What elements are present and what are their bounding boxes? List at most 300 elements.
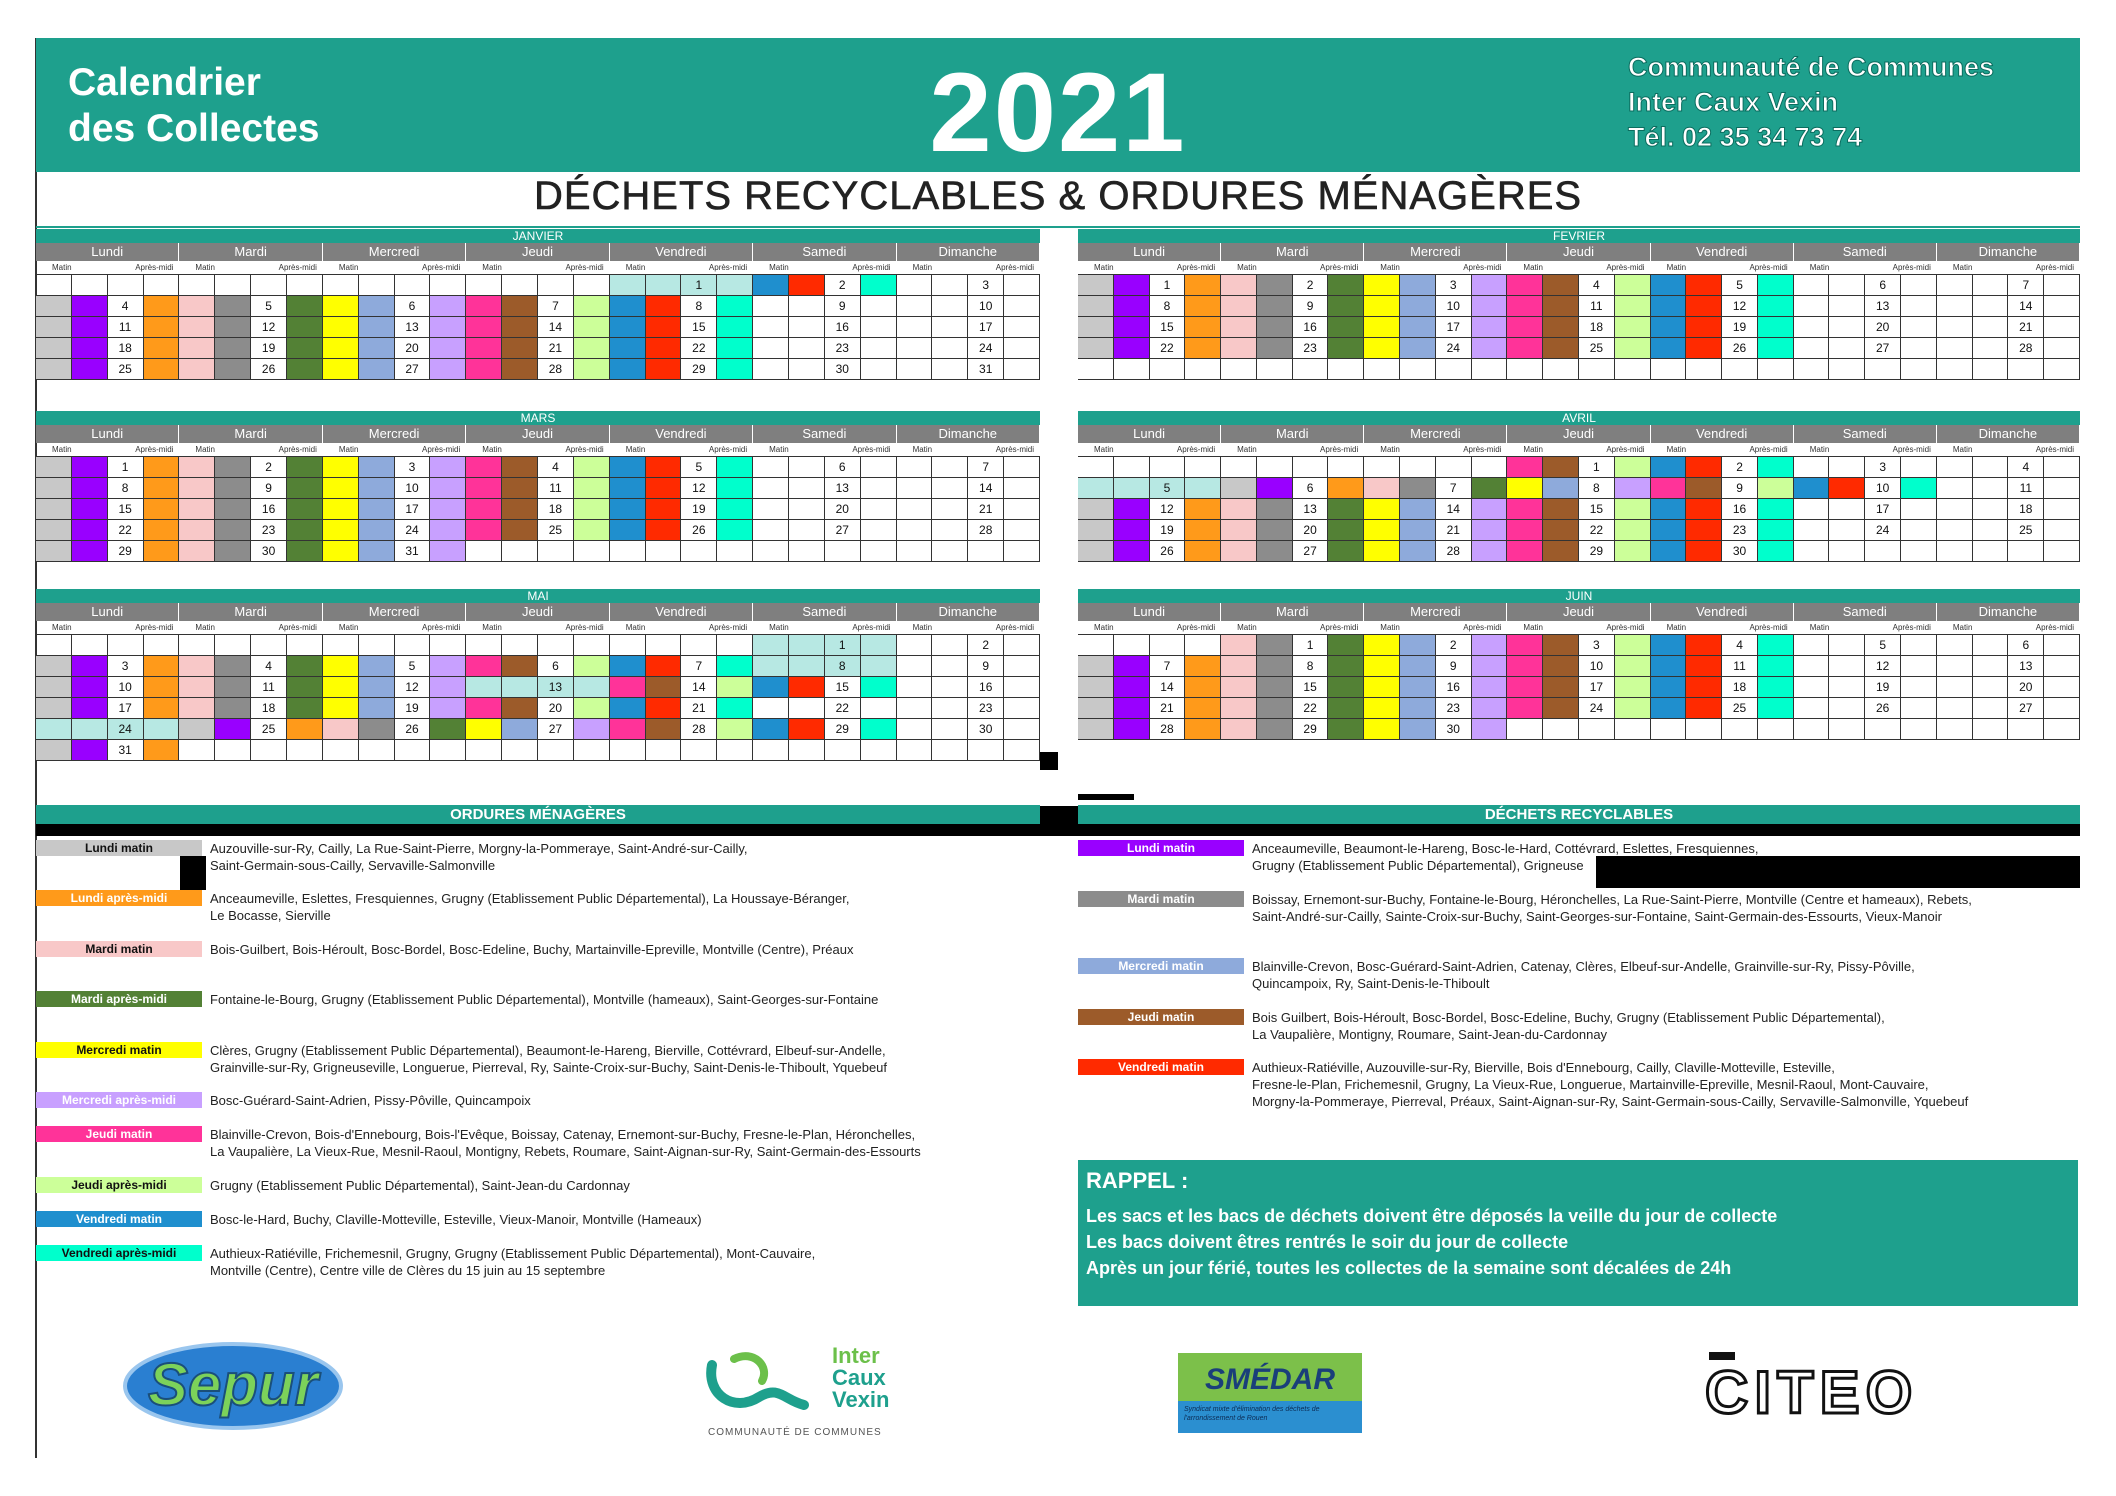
sepur-logo	[122, 1340, 344, 1432]
ordures-matin-slot	[179, 499, 215, 520]
ordures-matin-slot	[1507, 635, 1543, 656]
ordures-apres-midi-slot	[861, 520, 897, 541]
ordures-matin-slot	[897, 541, 933, 562]
recyclables-slot	[932, 698, 968, 719]
apres-midi-label: Après-midi	[422, 445, 461, 454]
recyclables-slot	[1973, 541, 2009, 562]
recyclables-slot	[1400, 719, 1436, 740]
ordures-apres-midi-slot	[1472, 719, 1508, 740]
ordures-matin-slot	[1078, 656, 1114, 677]
apres-midi-label: Après-midi	[422, 263, 461, 272]
day-number: 27	[395, 359, 431, 380]
recyclables-slot	[72, 520, 108, 541]
ordures-apres-midi-slot	[1328, 541, 1364, 562]
ordures-apres-midi-slot	[2044, 719, 2080, 740]
day-number: 29	[681, 359, 717, 380]
day-number	[538, 635, 574, 656]
day-number: 26	[1150, 541, 1186, 562]
recyclables-slot	[215, 359, 251, 380]
ordures-apres-midi-slot	[1758, 499, 1794, 520]
day-number: 19	[395, 698, 431, 719]
ordures-matin-slot	[1507, 359, 1543, 380]
day-number: 13	[825, 478, 861, 499]
recyclables-slot	[932, 359, 968, 380]
legend-communes: Boissay, Ernemont-sur-Buchy, Fontaine-le-Bourg, Héronchelles, La Rue-Saint-Pierre, Montville (Centre et hameaux), Rebets, Saint-André-sur-Cailly, Sainte-Croix-sur-Buchy, Saint-Georges-sur-Fontaine, Saint-Germain-des-Essourts, Vieux-Manoir	[1252, 892, 1972, 924]
day-number: 16	[251, 499, 287, 520]
matin-label: Matin	[482, 445, 502, 454]
ordures-apres-midi-slot	[574, 359, 610, 380]
apres-midi-label: Après-midi	[1320, 623, 1359, 632]
ordures-matin-slot	[1507, 317, 1543, 338]
ordures-apres-midi-slot	[144, 338, 180, 359]
recyclables-slot	[1686, 635, 1722, 656]
recyclables-slot	[1686, 296, 1722, 317]
period-labels	[610, 443, 753, 456]
apres-midi-label: Après-midi	[1892, 445, 1931, 454]
period-labels	[36, 261, 179, 274]
matin-label: Matin	[1094, 445, 1114, 454]
ordures-apres-midi-slot	[574, 698, 610, 719]
ordures-matin-slot	[1651, 719, 1687, 740]
recyclables-slot	[1543, 520, 1579, 541]
ordures-apres-midi-slot	[144, 359, 180, 380]
rappel-line: Après un jour férié, toutes les collectes de la semaine sont décalées de 24h	[1086, 1258, 1732, 1278]
recyclables-slot	[1973, 338, 2009, 359]
ordures-apres-midi-slot	[430, 457, 466, 478]
day-number: 19	[251, 338, 287, 359]
ordures-matin-slot	[323, 719, 359, 740]
ordures-apres-midi-slot	[1472, 635, 1508, 656]
day-number: 23	[1722, 520, 1758, 541]
ordures-apres-midi-slot	[861, 317, 897, 338]
ordures-apres-midi-slot	[1472, 698, 1508, 719]
recyclables-slot	[646, 698, 682, 719]
period-labels	[753, 443, 896, 456]
ordures-matin-slot	[1364, 656, 1400, 677]
day-number: 16	[968, 677, 1004, 698]
recyclables-slot	[646, 478, 682, 499]
ordures-apres-midi-slot	[1004, 541, 1040, 562]
recyclables-slot	[1686, 478, 1722, 499]
day-number: 14	[538, 317, 574, 338]
apres-midi-label: Après-midi	[135, 623, 174, 632]
ordures-apres-midi-slot	[1472, 520, 1508, 541]
ordures-matin-slot	[323, 677, 359, 698]
recyclables-slot	[1400, 338, 1436, 359]
ordures-matin-slot	[610, 296, 646, 317]
ordures-apres-midi-slot	[144, 317, 180, 338]
weekday-label: Lundi	[36, 425, 179, 443]
recyclables-slot	[359, 698, 395, 719]
day-number: 13	[1865, 296, 1901, 317]
ordures-matin-slot	[36, 296, 72, 317]
ordures-matin-slot	[323, 317, 359, 338]
day-number: 30	[968, 719, 1004, 740]
recyclables-slot	[1543, 499, 1579, 520]
ordures-apres-midi-slot	[1615, 499, 1651, 520]
weekday-label: Mercredi	[1364, 603, 1507, 621]
recyclables-slot	[1686, 541, 1722, 562]
day-number: 4	[538, 457, 574, 478]
day-number: 3	[108, 656, 144, 677]
icv-logo-line3: Vexin	[832, 1387, 890, 1412]
ordures-apres-midi-slot	[1328, 275, 1364, 296]
ordures-apres-midi-slot	[287, 478, 323, 499]
day-number: 3	[1579, 635, 1615, 656]
matin-label: Matin	[1952, 445, 1973, 454]
recyclables-slot	[1114, 698, 1150, 719]
recyclables-slot	[1543, 317, 1579, 338]
ordures-matin-slot	[1651, 317, 1687, 338]
ordures-apres-midi-slot	[2044, 478, 2080, 499]
recyclables-slot	[1973, 520, 2009, 541]
day-number	[2008, 359, 2044, 380]
month-juin	[1078, 589, 2080, 740]
day-number: 10	[395, 478, 431, 499]
ordures-apres-midi-slot	[430, 740, 466, 761]
icv-logo-line1: Inter	[832, 1343, 880, 1368]
ordures-apres-midi-slot	[861, 740, 897, 761]
legend-label: Lundi matin	[1078, 840, 1244, 856]
ordures-apres-midi-slot	[287, 359, 323, 380]
weekday-label: Dimanche	[897, 243, 1040, 261]
ordures-apres-midi-slot	[717, 541, 753, 562]
day-number: 2	[1436, 635, 1472, 656]
rappel-line: Les sacs et les bacs de déchets doivent être déposés la veille du jour de collecte	[1086, 1206, 1778, 1226]
apres-midi-label: Après-midi	[995, 263, 1034, 272]
ordures-matin-slot	[1364, 457, 1400, 478]
recyclables-slot	[72, 719, 108, 740]
ordures-apres-midi-slot	[1328, 499, 1364, 520]
month-janvier	[36, 229, 1040, 380]
ordures-matin-slot	[1221, 635, 1257, 656]
recyclables-slot	[215, 635, 251, 656]
ordures-apres-midi-slot	[1185, 338, 1221, 359]
ordures-apres-midi-slot	[1472, 275, 1508, 296]
day-number: 28	[1150, 719, 1186, 740]
month-days-grid	[36, 635, 1040, 761]
day-number: 23	[968, 698, 1004, 719]
day-number: 14	[1150, 677, 1186, 698]
recyclables-slot	[1543, 635, 1579, 656]
recyclables-slot	[215, 296, 251, 317]
day-number: 6	[2008, 635, 2044, 656]
ordures-matin-slot	[1221, 478, 1257, 499]
ordures-apres-midi-slot	[1004, 457, 1040, 478]
legend-communes: Fontaine-le-Bourg, Grugny (Etablissement Public Départemental), Montville (hameaux), Saint-Georges-sur-Fontaine	[210, 992, 879, 1007]
ordures-matin-slot	[897, 478, 933, 499]
ordures-matin-slot	[1221, 359, 1257, 380]
recyclables-slot	[1400, 296, 1436, 317]
recyclables-slot	[1400, 457, 1436, 478]
day-number: 1	[681, 275, 717, 296]
ordures-apres-midi-slot	[430, 677, 466, 698]
matin-label: Matin	[912, 263, 933, 272]
period-labels	[1651, 261, 1794, 274]
ordures-apres-midi-slot	[144, 478, 180, 499]
ordures-matin-slot	[1507, 478, 1543, 499]
day-number: 19	[681, 499, 717, 520]
ordures-apres-midi-slot	[861, 635, 897, 656]
recyclables-slot	[502, 499, 538, 520]
ordures-matin-slot	[1794, 478, 1830, 499]
ordures-matin-slot	[1651, 541, 1687, 562]
ordures-matin-slot	[1221, 719, 1257, 740]
ordures-apres-midi-slot	[574, 296, 610, 317]
month-fevrier	[1078, 229, 2080, 380]
ordures-apres-midi-slot	[1004, 719, 1040, 740]
ordures-matin-slot	[1221, 520, 1257, 541]
recyclables-slot	[1114, 275, 1150, 296]
recyclables-slot	[646, 296, 682, 317]
ordures-apres-midi-slot	[144, 656, 180, 677]
weekday-label: Mardi	[1221, 425, 1364, 443]
recyclables-slot	[1829, 635, 1865, 656]
recyclables-slot	[1400, 520, 1436, 541]
recyclables-slot	[359, 317, 395, 338]
recyclables-slot	[72, 740, 108, 761]
ordures-apres-midi-slot	[861, 698, 897, 719]
ordures-apres-midi-slot	[430, 499, 466, 520]
weekday-label: Mercredi	[323, 603, 466, 621]
recyclables-slot	[1114, 541, 1150, 562]
legend-label: Mardi après-midi	[36, 991, 202, 1007]
ordures-apres-midi-slot	[1615, 719, 1651, 740]
weekday-label: Mercredi	[323, 425, 466, 443]
ordures-matin-slot	[753, 296, 789, 317]
period-header	[36, 261, 1040, 275]
ordures-matin-slot	[1651, 478, 1687, 499]
recyclables-slot	[789, 740, 825, 761]
recyclables-slot	[215, 656, 251, 677]
ordures-apres-midi-slot	[717, 338, 753, 359]
ordures-matin-slot	[1078, 635, 1114, 656]
matin-label: Matin	[1380, 445, 1400, 454]
day-number	[1865, 719, 1901, 740]
day-number: 6	[395, 296, 431, 317]
ordures-apres-midi-slot	[1185, 677, 1221, 698]
day-number: 8	[825, 656, 861, 677]
day-number: 28	[681, 719, 717, 740]
ordures-apres-midi-slot	[1758, 541, 1794, 562]
ordures-apres-midi-slot	[2044, 275, 2080, 296]
ordures-apres-midi-slot	[2044, 698, 2080, 719]
matin-label: Matin	[1809, 445, 1830, 454]
ordures-matin-slot	[1937, 656, 1973, 677]
ordures-apres-midi-slot	[1004, 520, 1040, 541]
ordures-matin-slot	[36, 338, 72, 359]
ordures-matin-slot	[897, 520, 933, 541]
inter-caux-vexin-logo	[704, 1345, 904, 1445]
ordures-matin-slot	[1364, 541, 1400, 562]
header-title-line2: des Collectes	[68, 107, 320, 150]
weekday-label: Mardi	[1221, 603, 1364, 621]
recyclables-slot	[1973, 359, 2009, 380]
day-number: 1	[1293, 635, 1329, 656]
recyclables-slot	[502, 656, 538, 677]
ordures-matin-slot	[1364, 317, 1400, 338]
ordures-apres-midi-slot	[861, 338, 897, 359]
ordures-matin-slot	[1507, 677, 1543, 698]
ordures-apres-midi-slot	[717, 478, 753, 499]
day-number: 23	[1436, 698, 1472, 719]
recyclables-slot	[359, 677, 395, 698]
recyclables-slot	[1543, 719, 1579, 740]
weekday-label: Jeudi	[466, 243, 609, 261]
recyclables-slot	[789, 541, 825, 562]
day-number	[1722, 719, 1758, 740]
weekday-label: Dimanche	[1937, 243, 2080, 261]
day-number: 8	[1579, 478, 1615, 499]
weekday-label: Mercredi	[1364, 243, 1507, 261]
day-number: 18	[1722, 677, 1758, 698]
legend-communes: Anceaumeville, Eslettes, Fresquiennes, Grugny (Etablissement Public Départemental), La Houssaye-Béranger, Le Bocasse, Sierville	[210, 891, 850, 923]
ordures-matin-slot	[1507, 499, 1543, 520]
day-number: 14	[2008, 296, 2044, 317]
ordures-matin-slot	[1794, 719, 1830, 740]
legend-communes: Bois-Guilbert, Bois-Héroult, Bosc-Bordel, Bosc-Edeline, Buchy, Martainville-Epreville, Montville (Centre), Préaux	[210, 942, 854, 957]
day-number	[968, 740, 1004, 761]
weekday-label: Lundi	[1078, 425, 1221, 443]
recyclables-slot	[359, 359, 395, 380]
apres-midi-label: Après-midi	[1749, 623, 1788, 632]
ordures-matin-slot	[1364, 296, 1400, 317]
day-number: 16	[1722, 499, 1758, 520]
ordures-matin-slot	[466, 275, 502, 296]
recyclables-slot	[646, 719, 682, 740]
ordures-apres-midi-slot	[430, 656, 466, 677]
day-number: 5	[251, 296, 287, 317]
ordures-apres-midi-slot	[717, 275, 753, 296]
weekday-label: Samedi	[753, 603, 896, 621]
recyclables-slot	[1543, 359, 1579, 380]
month-days-grid	[36, 457, 1040, 562]
period-labels	[179, 443, 322, 456]
ordures-apres-midi-slot	[1185, 656, 1221, 677]
matin-label: Matin	[338, 263, 359, 272]
recyclables-slot	[1400, 359, 1436, 380]
icv-logo-line2: Caux	[832, 1365, 886, 1390]
recyclables-slot	[215, 499, 251, 520]
ordures-apres-midi-slot	[1901, 338, 1937, 359]
day-number: 1	[825, 635, 861, 656]
day-number: 12	[251, 317, 287, 338]
ordures-matin-slot	[179, 698, 215, 719]
legend-communes: Grugny (Etablissement Public Départemental), Saint-Jean-du Cardonnay	[210, 1178, 630, 1193]
weekday-label: Vendredi	[610, 603, 753, 621]
recyclables-slot	[1829, 698, 1865, 719]
ordures-apres-midi-slot	[861, 677, 897, 698]
day-number: 20	[1293, 520, 1329, 541]
ordures-matin-slot	[323, 541, 359, 562]
ordures-matin-slot	[610, 499, 646, 520]
recyclables-slot	[1114, 719, 1150, 740]
ordures-matin-slot	[466, 338, 502, 359]
period-labels	[897, 261, 1040, 274]
day-number: 15	[825, 677, 861, 698]
ordures-matin-slot	[1221, 317, 1257, 338]
period-labels	[179, 261, 322, 274]
ordures-apres-midi-slot	[287, 499, 323, 520]
recyclables-slot	[72, 359, 108, 380]
ordures-matin-slot	[179, 457, 215, 478]
ordures-apres-midi-slot	[1901, 698, 1937, 719]
ordures-apres-midi-slot	[144, 635, 180, 656]
period-labels	[466, 443, 609, 456]
recyclables-slot	[72, 457, 108, 478]
recyclables-slot	[932, 338, 968, 359]
weekday-label: Mardi	[1221, 243, 1364, 261]
day-number: 18	[251, 698, 287, 719]
recyclables-slot	[1257, 541, 1293, 562]
day-number: 17	[395, 499, 431, 520]
period-labels	[897, 621, 1040, 634]
ordures-matin-slot	[1078, 478, 1114, 499]
ordures-apres-midi-slot	[1328, 359, 1364, 380]
apres-midi-label: Après-midi	[135, 263, 174, 272]
ordures-matin-slot	[36, 317, 72, 338]
day-number: 15	[681, 317, 717, 338]
recyclables-slot	[215, 719, 251, 740]
ordures-apres-midi-slot	[1328, 296, 1364, 317]
day-number	[1150, 635, 1186, 656]
recyclables-slot	[1257, 698, 1293, 719]
day-number: 17	[108, 698, 144, 719]
recyclables-slot	[359, 740, 395, 761]
ordures-matin-slot	[1364, 520, 1400, 541]
matin-label: Matin	[195, 445, 215, 454]
ordures-apres-midi-slot	[430, 338, 466, 359]
month-title: AVRIL	[1078, 411, 2080, 425]
ordures-matin-slot	[753, 275, 789, 296]
recyclables-slot	[215, 520, 251, 541]
apres-midi-label: Après-midi	[708, 445, 748, 454]
ordures-matin-slot	[1937, 635, 1973, 656]
ordures-apres-midi-slot	[144, 541, 180, 562]
ordures-apres-midi-slot	[717, 359, 753, 380]
day-number: 29	[108, 541, 144, 562]
ordures-apres-midi-slot	[1185, 698, 1221, 719]
legend-communes: Bosc-le-Hard, Buchy, Claville-Motteville, Esteville, Vieux-Manoir, Montville (Hameaux)	[210, 1212, 702, 1227]
recyclables-slot	[1829, 296, 1865, 317]
ordures-matin-slot	[1794, 635, 1830, 656]
apres-midi-label: Après-midi	[278, 623, 317, 632]
header-banner	[36, 38, 2080, 175]
ordures-matin-slot	[1078, 338, 1114, 359]
day-number: 7	[2008, 275, 2044, 296]
ordures-apres-midi-slot	[1615, 359, 1651, 380]
recyclables-slot	[646, 677, 682, 698]
ordures-apres-midi-slot	[1185, 499, 1221, 520]
day-number: 10	[968, 296, 1004, 317]
day-number	[1436, 359, 1472, 380]
month-title: JUIN	[1078, 589, 2080, 603]
apres-midi-label: Après-midi	[278, 263, 317, 272]
period-header	[1078, 621, 2080, 635]
ordures-matin-slot	[610, 317, 646, 338]
ordures-matin-slot	[1651, 359, 1687, 380]
ordures-matin-slot	[1794, 656, 1830, 677]
weekday-header	[1078, 243, 2080, 261]
recyclables-slot	[646, 317, 682, 338]
recyclables-slot	[1829, 499, 1865, 520]
month-days-grid	[1078, 457, 2080, 562]
day-number: 25	[1579, 338, 1615, 359]
recyclables-slot	[1829, 677, 1865, 698]
ordures-matin-slot	[179, 275, 215, 296]
apres-midi-label: Après-midi	[1320, 445, 1359, 454]
ordures-matin-slot	[1078, 457, 1114, 478]
